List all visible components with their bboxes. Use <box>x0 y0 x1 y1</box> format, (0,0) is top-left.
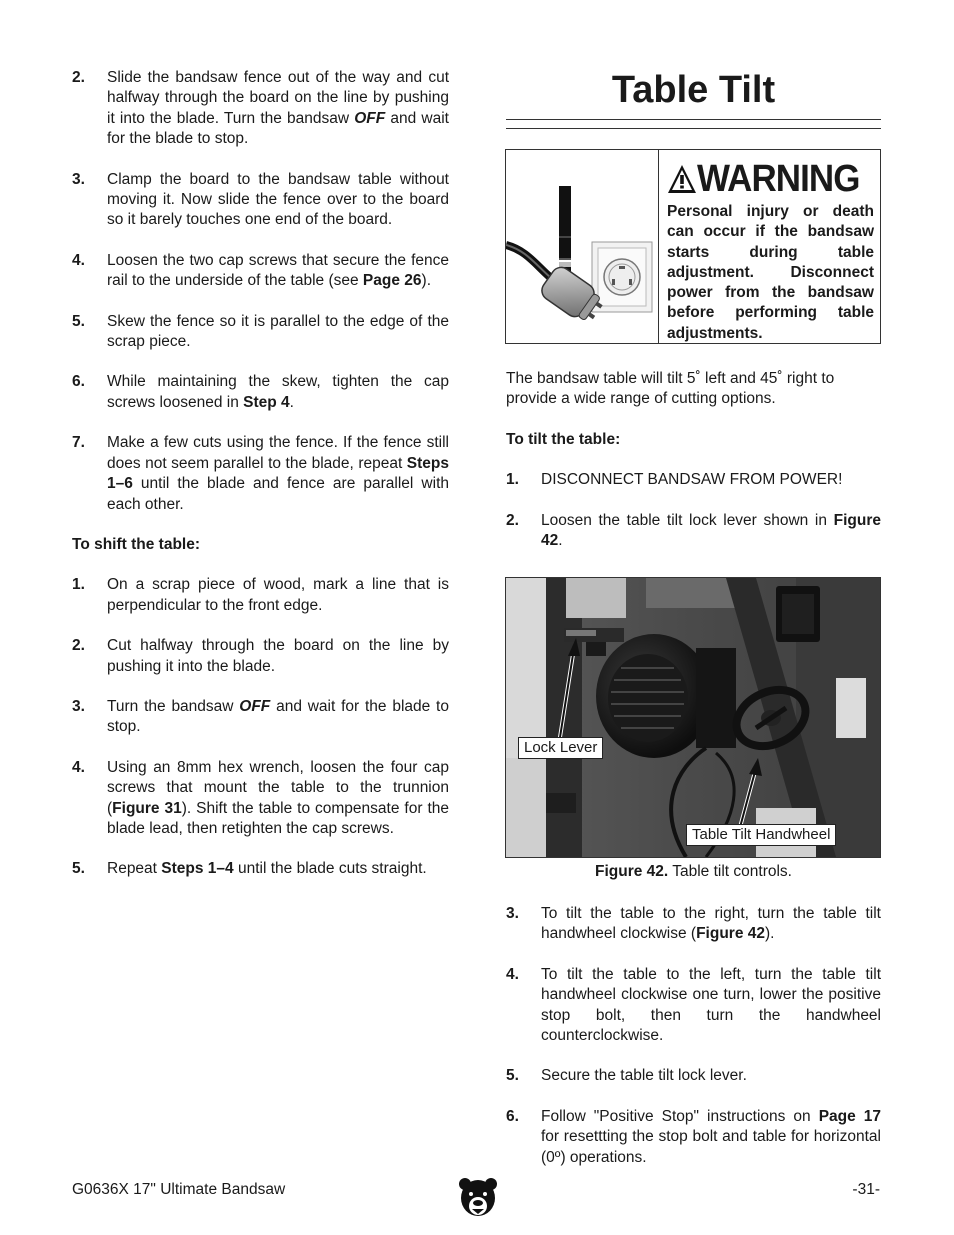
list-item: 2. Slide the bandsaw fence out of the way and cut halfway through the board on the line by pushing it into the blade. Turn the bandsaw OFF and wait for the blade to stop. <box>72 69 449 148</box>
power-plug-illustration <box>506 150 659 343</box>
left-column <box>72 68 449 900</box>
list-item: 3. Turn the bandsaw OFF and wait for the blade to stop. <box>72 697 449 736</box>
shift-table-heading: To shift the table: <box>72 535 201 553</box>
list-item: 1. DISCONNECT BANDSAW FROM POWER! <box>506 471 843 489</box>
page-number: -31- <box>852 1181 880 1198</box>
caption-label: Figure 42. <box>595 863 669 880</box>
warning-word: WARNING <box>697 158 860 200</box>
list-item: 5. Repeat Steps 1–4 until the blade cuts straight. <box>72 860 427 878</box>
bandsaw-tilt-photo <box>506 578 880 857</box>
list-item: 4. Loosen the two cap screws that secure the fence rail to the underside of the table (see Page 26). <box>72 251 449 290</box>
figure-caption <box>506 862 881 882</box>
title-rule-top <box>506 119 881 120</box>
list-item: 1. On a scrap piece of wood, mark a line that is perpendicular to the front edge. <box>72 576 449 614</box>
list-item: 4. To tilt the table to the left, turn the table tilt handwheel clockwise one turn, lower the positive stop bolt, then turn the handwheel counterclockwise. <box>506 965 881 1045</box>
list-item: 4. Using an 8mm hex wrench, loosen the four cap screws that mount the table to the trunnion (Figure 31). Shift the table to compensate for the blade lead, then retighten the cap screws. <box>72 758 449 837</box>
list-item: 6. While maintaining the skew, tighten the cap screws loosened in Step 4. <box>72 373 449 411</box>
right-steps-b <box>506 904 881 1188</box>
tilt-table-heading: To tilt the table: <box>506 430 621 448</box>
warning-text: Personal injury or death can occur if the bandsaw starts during table adjustment. Disconnect power from the bandsaw before performing table adjustments. <box>667 203 874 342</box>
left-steps-b <box>72 575 449 879</box>
list-item: 5. Skew the fence so it is parallel to the edge of the scrap piece. <box>72 312 449 351</box>
title-rule-bottom <box>506 128 881 129</box>
left-steps-a <box>72 68 449 515</box>
list-item: 5. Secure the table tilt lock lever. <box>506 1067 747 1085</box>
list-item: 2. Loosen the table tilt lock lever shown in Figure 42. <box>506 511 881 550</box>
list-item: 6. Follow "Positive Stop" instructions on Page 17 for resettting the stop bolt and table for horizontal (0º) operations. <box>506 1107 881 1166</box>
callout-table-tilt-handwheel: Table Tilt Handwheel <box>686 824 836 846</box>
warning-box <box>505 149 881 344</box>
figure-42-photo <box>505 577 881 858</box>
warning-header <box>667 156 874 202</box>
footer-model: G0636X 17" Ultimate Bandsaw <box>72 1181 286 1198</box>
grizzly-bear-logo-icon <box>458 1176 498 1220</box>
intro-paragraph: The bandsaw table will tilt 5˚ left and 45˚ right to provide a wide range of cutting options. <box>506 370 835 408</box>
caption-text: Table tilt controls. <box>668 863 792 880</box>
list-item: 3. To tilt the table to the right, turn the table tilt handwheel clockwise (Figure 42). <box>506 905 881 943</box>
list-item: 2. Cut halfway through the board on the line by pushing it into the blade. <box>72 637 449 675</box>
list-item: 3. Clamp the board to the bandsaw table without moving it. Now slide the fence over to the board so it barely touches one end of the board. <box>72 170 449 229</box>
list-item: 7. Make a few cuts using the fence. If the fence still does not seem parallel to the blade, repeat Steps 1–6 until the blade and fence are parallel with each other. <box>72 434 449 513</box>
callout-lock-lever: Lock Lever <box>518 737 603 759</box>
tilt-intro <box>506 369 881 571</box>
warning-triangle-icon <box>667 164 697 194</box>
plug-outlet-icon <box>506 150 658 343</box>
section-title: Table Tilt <box>611 69 776 111</box>
